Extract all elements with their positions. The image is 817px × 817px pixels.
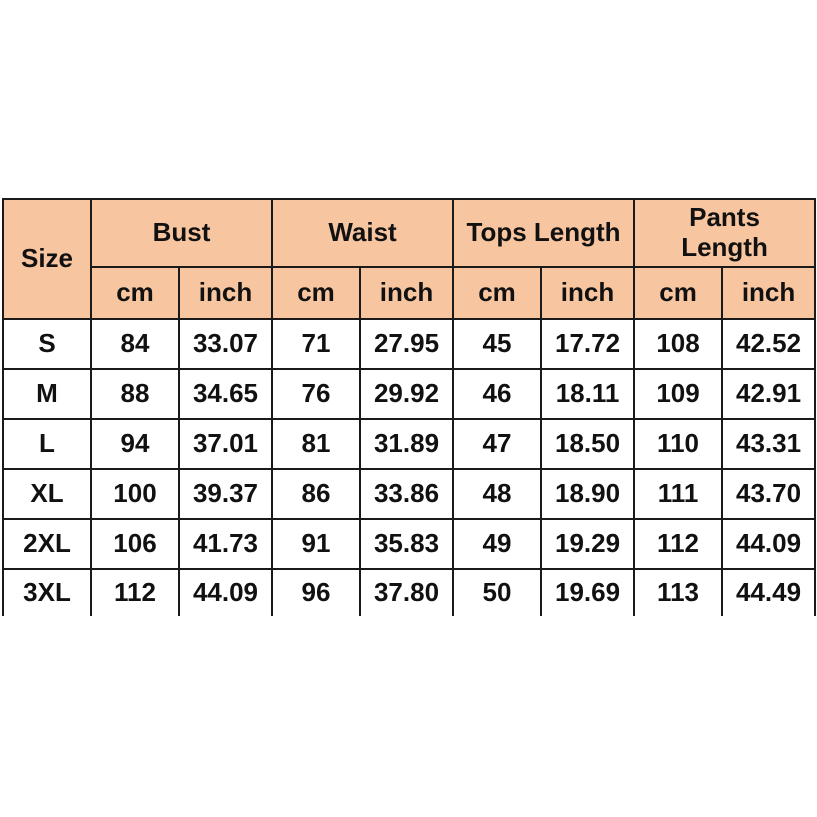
value-cell: 18.90 [541,469,634,519]
value-cell: 84 [91,319,179,369]
table-row [3,519,815,569]
value-cell: 47 [453,419,541,469]
value-cell: 33.07 [179,319,272,369]
value-cell: 94 [91,419,179,469]
value-cell: 19.29 [541,519,634,569]
table-row [3,569,815,616]
header-row-units [3,267,815,319]
value-cell: 39.37 [179,469,272,519]
value-cell: 49 [453,519,541,569]
value-cell: 46 [453,369,541,419]
unit-header-cm: cm [91,267,179,319]
unit-header-cm: cm [272,267,360,319]
unit-header-inch: inch [360,267,453,319]
value-cell: 31.89 [360,419,453,469]
unit-header-inch: inch [179,267,272,319]
size-cell: 3XL [3,569,91,616]
value-cell: 44.09 [722,519,815,569]
size-cell: L [3,419,91,469]
value-cell: 19.69 [541,569,634,616]
group-header-tops-length: Tops Length [453,199,634,267]
value-cell: 43.70 [722,469,815,519]
value-cell: 106 [91,519,179,569]
value-cell: 109 [634,369,722,419]
value-cell: 29.92 [360,369,453,419]
size-chart-table [2,198,816,616]
table-row [3,419,815,469]
value-cell: 18.50 [541,419,634,469]
value-cell: 37.80 [360,569,453,616]
size-cell: M [3,369,91,419]
value-cell: 113 [634,569,722,616]
value-cell: 27.95 [360,319,453,369]
unit-header-cm: cm [453,267,541,319]
value-cell: 91 [272,519,360,569]
value-cell: 33.86 [360,469,453,519]
value-cell: 48 [453,469,541,519]
value-cell: 17.72 [541,319,634,369]
value-cell: 37.01 [179,419,272,469]
value-cell: 112 [91,569,179,616]
unit-header-cm: cm [634,267,722,319]
value-cell: 45 [453,319,541,369]
value-cell: 81 [272,419,360,469]
value-cell: 34.65 [179,369,272,419]
group-header-pants-length: Pants Length [634,199,815,267]
value-cell: 112 [634,519,722,569]
value-cell: 50 [453,569,541,616]
size-cell: XL [3,469,91,519]
value-cell: 42.91 [722,369,815,419]
table-row [3,319,815,369]
value-cell: 76 [272,369,360,419]
unit-header-inch: inch [722,267,815,319]
value-cell: 86 [272,469,360,519]
value-cell: 44.09 [179,569,272,616]
value-cell: 110 [634,419,722,469]
value-cell: 35.83 [360,519,453,569]
value-cell: 41.73 [179,519,272,569]
value-cell: 43.31 [722,419,815,469]
table-row [3,469,815,519]
value-cell: 108 [634,319,722,369]
table-row [3,369,815,419]
value-cell: 111 [634,469,722,519]
size-header: Size [3,199,91,319]
value-cell: 44.49 [722,569,815,616]
value-cell: 71 [272,319,360,369]
header-row-groups [3,199,815,267]
group-header-bust: Bust [91,199,272,267]
size-cell: 2XL [3,519,91,569]
value-cell: 18.11 [541,369,634,419]
value-cell: 96 [272,569,360,616]
unit-header-inch: inch [541,267,634,319]
value-cell: 42.52 [722,319,815,369]
value-cell: 88 [91,369,179,419]
group-header-waist: Waist [272,199,453,267]
value-cell: 100 [91,469,179,519]
size-cell: S [3,319,91,369]
